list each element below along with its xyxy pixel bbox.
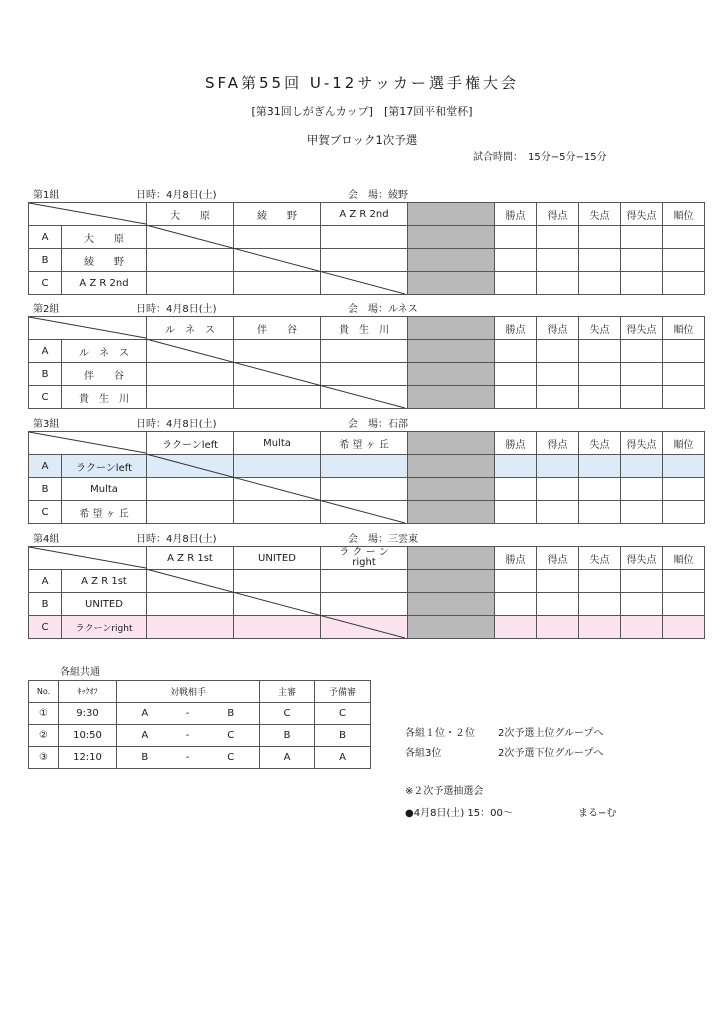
group-venue: 会 場：石部 bbox=[348, 419, 408, 430]
schedule-table bbox=[28, 680, 371, 769]
header-goals-against: 失点 bbox=[579, 432, 621, 455]
versus-dash: - bbox=[173, 725, 203, 747]
team-row-highlighted bbox=[29, 616, 705, 639]
match-no: ① bbox=[29, 703, 59, 725]
team-letter: C bbox=[29, 616, 62, 639]
reserve-referee: A bbox=[315, 747, 371, 769]
header-reserve: 予備審 bbox=[315, 681, 371, 703]
match-time: 試合時間： 15分−5分−15分 bbox=[473, 152, 607, 163]
team-name: A Z R 2nd bbox=[62, 272, 147, 295]
advance-destination: 2次予選下位グループへ bbox=[498, 748, 604, 759]
team-row bbox=[29, 386, 705, 409]
header-rank: 順位 bbox=[663, 547, 705, 570]
team-letter: B bbox=[29, 363, 62, 386]
team-letter: A bbox=[29, 570, 62, 593]
gray-column bbox=[408, 547, 495, 570]
header-corner-cell bbox=[29, 547, 147, 570]
kickoff-time: 12:10 bbox=[59, 747, 117, 769]
team-row bbox=[29, 249, 705, 272]
away-team: C bbox=[203, 747, 260, 769]
away-team: C bbox=[203, 725, 260, 747]
header-corner-cell bbox=[29, 203, 147, 226]
header-team: 伴 谷 bbox=[234, 317, 321, 340]
team-name: 貴 生 川 bbox=[62, 386, 147, 409]
team-row-highlighted bbox=[29, 455, 705, 478]
home-team: A bbox=[117, 703, 173, 725]
team-row bbox=[29, 340, 705, 363]
group-table bbox=[28, 431, 705, 524]
group-date: 日時：4月8日(土) bbox=[136, 419, 217, 430]
header-goal-diff: 得失点 bbox=[621, 317, 663, 340]
team-letter: C bbox=[29, 386, 62, 409]
team-row bbox=[29, 363, 705, 386]
header-no: No. bbox=[29, 681, 59, 703]
header-rank: 順位 bbox=[663, 432, 705, 455]
schedule-row bbox=[29, 703, 371, 725]
header-goals-against: 失点 bbox=[579, 203, 621, 226]
team-name: ラクーンright bbox=[62, 616, 147, 639]
header-kickoff: ｷｯｸｵﾌ bbox=[59, 681, 117, 703]
versus-dash: - bbox=[173, 747, 203, 769]
reserve-referee: B bbox=[315, 725, 371, 747]
group-table bbox=[28, 546, 705, 639]
header-goals-for: 得点 bbox=[537, 203, 579, 226]
team-row bbox=[29, 501, 705, 524]
header-team: ラクーンleft bbox=[147, 432, 234, 455]
header-referee: 主審 bbox=[260, 681, 315, 703]
kickoff-time: 9:30 bbox=[59, 703, 117, 725]
team-row bbox=[29, 478, 705, 501]
group-label: 第3組 bbox=[33, 419, 60, 430]
team-row bbox=[29, 272, 705, 295]
referee: C bbox=[260, 703, 315, 725]
document-subtitle: [第31回しがぎんカップ] [第17回平和堂杯] bbox=[251, 105, 473, 118]
team-name: UNITED bbox=[62, 593, 147, 616]
advance-destination: 2次予選上位グループへ bbox=[498, 728, 604, 739]
team-letter: B bbox=[29, 478, 62, 501]
header-goal-diff: 得失点 bbox=[621, 203, 663, 226]
team-name: 綾 野 bbox=[62, 249, 147, 272]
header-points: 勝点 bbox=[495, 547, 537, 570]
header-rank: 順位 bbox=[663, 203, 705, 226]
header-goals-against: 失点 bbox=[579, 317, 621, 340]
header-team: Multa bbox=[234, 432, 321, 455]
header-corner-cell bbox=[29, 432, 147, 455]
header-team-line1: ラ ク ー ン bbox=[339, 547, 389, 558]
group-label: 第2組 bbox=[33, 304, 60, 315]
header-goal-diff: 得失点 bbox=[621, 547, 663, 570]
header-points: 勝点 bbox=[495, 203, 537, 226]
referee: A bbox=[260, 747, 315, 769]
header-goal-diff: 得失点 bbox=[621, 432, 663, 455]
group-table bbox=[28, 202, 705, 295]
home-team: B bbox=[117, 747, 173, 769]
header-points: 勝点 bbox=[495, 432, 537, 455]
team-name: Multa bbox=[62, 478, 147, 501]
document-title: SFA第55回 U-12サッカー選手権大会 bbox=[204, 74, 520, 92]
header-team: UNITED bbox=[234, 547, 321, 570]
team-name: 伴 谷 bbox=[62, 363, 147, 386]
group-label: 第1組 bbox=[33, 190, 60, 201]
group-venue: 会 場：三雲東 bbox=[348, 534, 418, 545]
group-venue: 会 場：綾野 bbox=[348, 190, 408, 201]
team-letter: A bbox=[29, 226, 62, 249]
referee: B bbox=[260, 725, 315, 747]
group-date: 日時：4月8日(土) bbox=[136, 534, 217, 545]
header-goals-for: 得点 bbox=[537, 547, 579, 570]
header-team-stacked bbox=[321, 547, 408, 570]
team-letter: A bbox=[29, 340, 62, 363]
group-table bbox=[28, 316, 705, 409]
advance-rank: 各組１位・２位 bbox=[405, 728, 475, 739]
header-team: 貴 生 川 bbox=[321, 317, 408, 340]
team-row bbox=[29, 593, 705, 616]
team-letter: C bbox=[29, 501, 62, 524]
team-name: A Z R 1st bbox=[62, 570, 147, 593]
team-letter: B bbox=[29, 249, 62, 272]
draw-label: ※２次予選抽選会 bbox=[405, 786, 484, 797]
home-team: A bbox=[117, 725, 173, 747]
header-team: ル ネ ス bbox=[147, 317, 234, 340]
team-name: 希 望 ヶ 丘 bbox=[62, 501, 147, 524]
header-rank: 順位 bbox=[663, 317, 705, 340]
header-team: 綾 野 bbox=[234, 203, 321, 226]
team-row bbox=[29, 226, 705, 249]
header-team: 大 原 bbox=[147, 203, 234, 226]
team-letter: B bbox=[29, 593, 62, 616]
gray-column bbox=[408, 317, 495, 340]
schedule-row bbox=[29, 725, 371, 747]
team-name: ラクーンleft bbox=[62, 455, 147, 478]
team-letter: C bbox=[29, 272, 62, 295]
match-no: ③ bbox=[29, 747, 59, 769]
header-points: 勝点 bbox=[495, 317, 537, 340]
header-team: 希 望 ヶ 丘 bbox=[321, 432, 408, 455]
away-team: B bbox=[203, 703, 260, 725]
group-label: 第4組 bbox=[33, 534, 60, 545]
draw-when: ●4月8日(土) 15：00〜 bbox=[405, 808, 513, 819]
team-name: ル ネ ス bbox=[62, 340, 147, 363]
team-letter: A bbox=[29, 455, 62, 478]
team-row bbox=[29, 570, 705, 593]
header-opponents: 対戦相手 bbox=[117, 681, 260, 703]
header-team: A Z R 2nd bbox=[321, 203, 408, 226]
header-team-line2: right bbox=[352, 557, 376, 568]
reserve-referee: C bbox=[315, 703, 371, 725]
group-venue: 会 場：ルネス bbox=[348, 304, 418, 315]
header-team: A Z R 1st bbox=[147, 547, 234, 570]
draw-place: まる−む bbox=[578, 808, 617, 819]
versus-dash: - bbox=[173, 703, 203, 725]
header-goals-for: 得点 bbox=[537, 317, 579, 340]
advance-rank: 各組3位 bbox=[405, 748, 442, 759]
gray-column bbox=[408, 203, 495, 226]
header-goals-for: 得点 bbox=[537, 432, 579, 455]
gray-column bbox=[408, 432, 495, 455]
group-date: 日時：4月8日(土) bbox=[136, 190, 217, 201]
schedule-row bbox=[29, 747, 371, 769]
header-goals-against: 失点 bbox=[579, 547, 621, 570]
kickoff-time: 10:50 bbox=[59, 725, 117, 747]
header-corner-cell bbox=[29, 317, 147, 340]
match-no: ② bbox=[29, 725, 59, 747]
team-name: 大 原 bbox=[62, 226, 147, 249]
group-date: 日時：4月8日(土) bbox=[136, 304, 217, 315]
block-name: 甲賀ブロック1次予選 bbox=[306, 133, 418, 147]
common-label: 各組共通 bbox=[60, 667, 100, 678]
